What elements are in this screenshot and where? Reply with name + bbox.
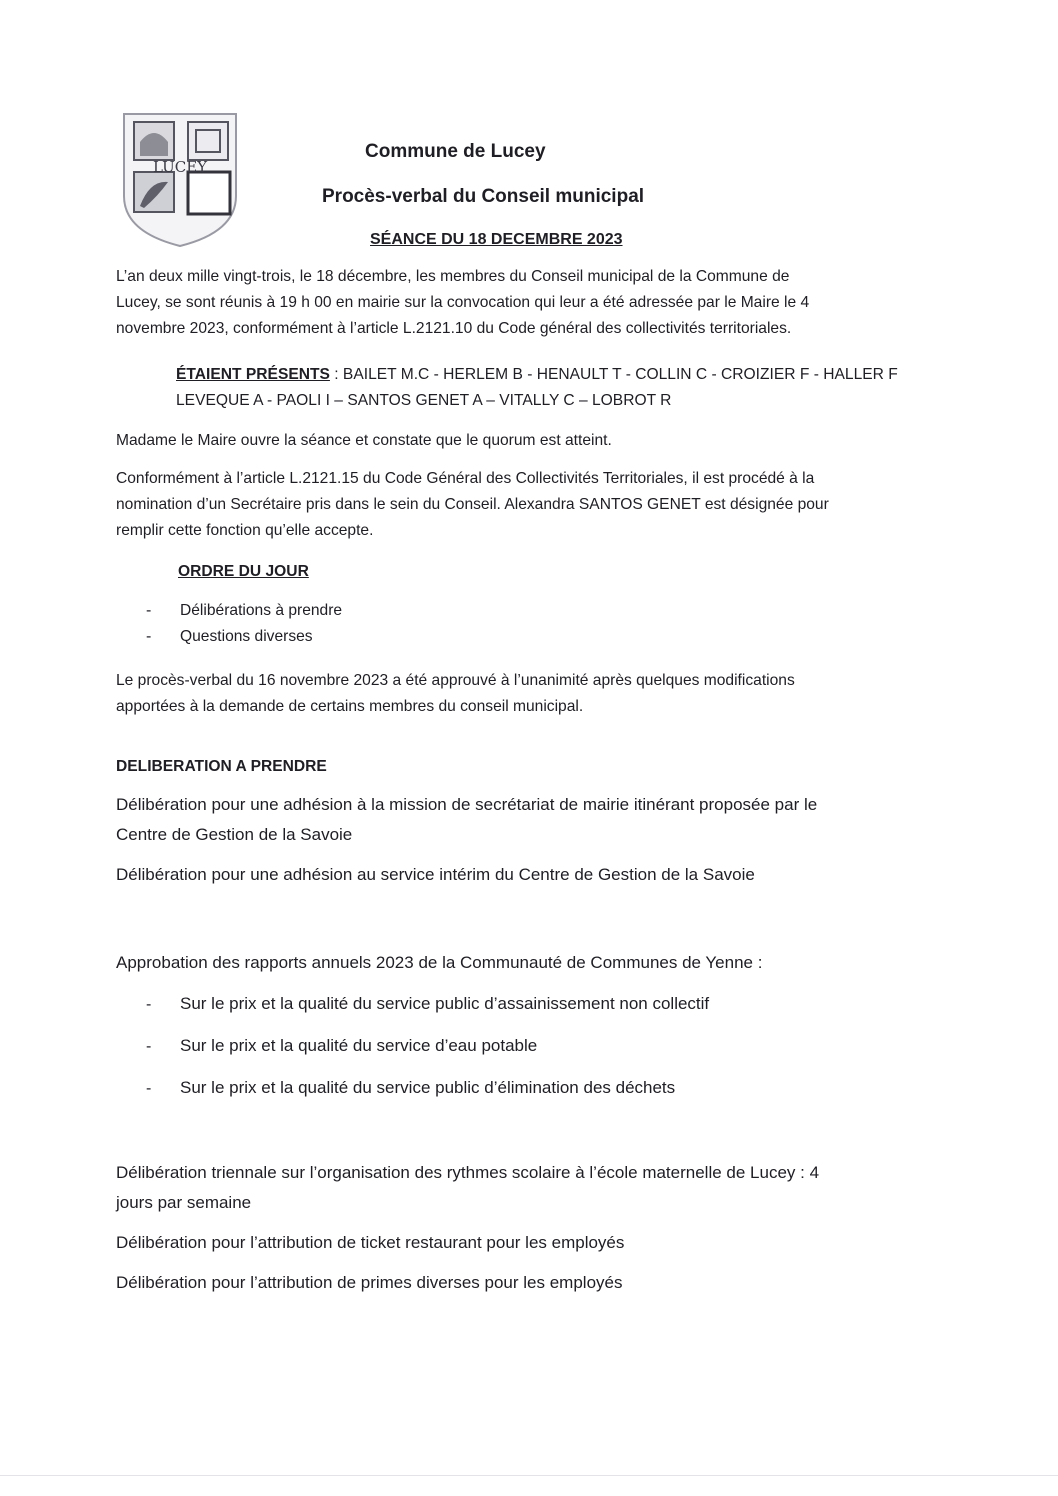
seance-date: SÉANCE DU 18 DECEMBRE 2023 bbox=[370, 231, 623, 248]
document-page: LUCEY Commune de Lucey Procès-verbal du Conseil municipal SÉANCE DU 18 DECEMBRE 2023 L’an deux mille vingt-trois, le 18 décembre, les membres du Conseil municipal de la Commune de Lucey, se sont réunis à 19 h 00 en mairie sur la convocation qui leur a été adressée par le Maire le 4 novembre 2023, conformément à l’article L.2121.10 du Code général des collectivités territoriales. ÉTAIENT PRÉSENTS : BAILET M.C - HERLEM B - HENAULT T - COLLIN C - CROIZIER F - HALLER F LEVEQUE A - PAOLI I – SANTOS GENET A – VITALLY C – LOBROT R Madame le Maire ouvre la séance et constate que le quorum est atteint. Conformément à l’article L.2121.15 du Code Général des Collectivités Territoriales, il est procédé à la nomination d’un Secrétaire pris dans le sein du Conseil. Alexandra SANTOS GENET est désignée pour remplir cette fonction qu’elle accepte. ORDRE DU JOUR - Délibérations à prendre - Questions diverses Le procès-verbal du 16 novembre 2023 a été approuvé à l’unanimité après quelques modifications apportées à la demande de certains membres du conseil municipal. DELIBERATION A PRENDRE Délibération pour une adhésion à la mission de secrétariat de mairie itinérant proposée par le Centre de Gestion de la Savoie Délibération pour une adhésion au service intérim du Centre de Gestion de la Savoie Approbation des rapports annuels 2023 de la Communauté de Communes de Yenne : - Sur le prix et la qualité du service public d’assainissement non collectif - Sur le prix et la qualité du service d’eau potable - Sur le prix et la qualité du service public d’élimination des déchets Délibération triennale sur l’organisation des rythmes scolaire à l’école maternelle de Lucey : 4 jours par semaine Délibération pour l’attribution de ticket restaurant pour les employés Délibération pour l’attribution de primes diverses pour les employés bbox=[0, 0, 1058, 1496]
intro-line-3: novembre 2023, conformément à l’article L.2121.10 du Code général des collectivités territoriales. bbox=[116, 320, 792, 337]
pv-line-1: Le procès-verbal du 16 novembre 2023 a été approuvé à l’unanimité après quelques modifications bbox=[116, 672, 795, 689]
page-bottom-rule bbox=[0, 1475, 1058, 1476]
deliberations-title: DELIBERATION A PRENDRE bbox=[116, 758, 327, 775]
presents-line-2: LEVEQUE A - PAOLI I – SANTOS GENET A – VITALLY C – LOBROT R bbox=[176, 392, 672, 409]
deliberation-3-line-2: jours par semaine bbox=[116, 1193, 252, 1212]
rapport-item-2: Sur le prix et la qualité du service d’eau potable bbox=[180, 1036, 538, 1055]
ordre-item-1: Délibérations à prendre bbox=[180, 602, 343, 619]
rapports-title: Approbation des rapports annuels 2023 de la Communauté de Communes de Yenne : bbox=[116, 953, 763, 972]
secretaire-line-2: nomination d’un Secrétaire pris dans le sein du Conseil. Alexandra SANTOS GENET est désignée pour bbox=[116, 496, 829, 513]
document-title: Procès-verbal du Conseil municipal bbox=[322, 186, 645, 207]
deliberation-2: Délibération pour une adhésion au service intérim du Centre de Gestion de la Savoie bbox=[116, 865, 755, 884]
presents-names-1: : BAILET M.C - HERLEM B - HENAULT T - COLLIN C - CROIZIER F - HALLER F bbox=[329, 366, 898, 383]
commune-name: Commune de Lucey bbox=[365, 141, 546, 162]
intro-line-2: Lucey, se sont réunis à 19 h 00 en mairie sur la convocation qui leur a été adressée par le Maire le 4 bbox=[116, 294, 810, 311]
pv-line-2: apportées à la demande de certains membres du conseil municipal. bbox=[116, 698, 584, 715]
rapport-item-1: Sur le prix et la qualité du service public d’assainissement non collectif bbox=[180, 994, 710, 1013]
deliberation-1-line-1: Délibération pour une adhésion à la mission de secrétariat de mairie itinérant proposée par le bbox=[116, 795, 818, 814]
deliberation-1-line-2: Centre de Gestion de la Savoie bbox=[116, 825, 353, 844]
intro-line-1: L’an deux mille vingt-trois, le 18 décembre, les membres du Conseil municipal de la Commune de bbox=[116, 268, 790, 285]
deliberation-5: Délibération pour l’attribution de primes diverses pour les employés bbox=[116, 1273, 623, 1292]
ordre-du-jour-title: ORDRE DU JOUR bbox=[178, 563, 309, 580]
logo-text: LUCEY bbox=[152, 158, 208, 176]
presents-line-1 bbox=[176, 362, 898, 388]
deliberation-4: Délibération pour l’attribution de ticket restaurant pour les employés bbox=[116, 1233, 625, 1252]
quorum-statement: Madame le Maire ouvre la séance et constate que le quorum est atteint. bbox=[116, 432, 612, 449]
deliberation-3-line-1: Délibération triennale sur l’organisation des rythmes scolaire à l’école maternelle de Lucey : 4 bbox=[116, 1163, 820, 1182]
rapport-item-3: Sur le prix et la qualité du service public d’élimination des déchets bbox=[180, 1078, 676, 1097]
coat-of-arms-icon bbox=[118, 110, 242, 250]
secretaire-line-1: Conformément à l’article L.2121.15 du Code Général des Collectivités Territoriales, il est procédé à la bbox=[116, 470, 815, 487]
ordre-item-2: Questions diverses bbox=[180, 628, 313, 645]
secretaire-line-3: remplir cette fonction qu’elle accepte. bbox=[116, 522, 374, 539]
presents-label: ÉTAIENT PRÉSENTS bbox=[176, 366, 330, 383]
